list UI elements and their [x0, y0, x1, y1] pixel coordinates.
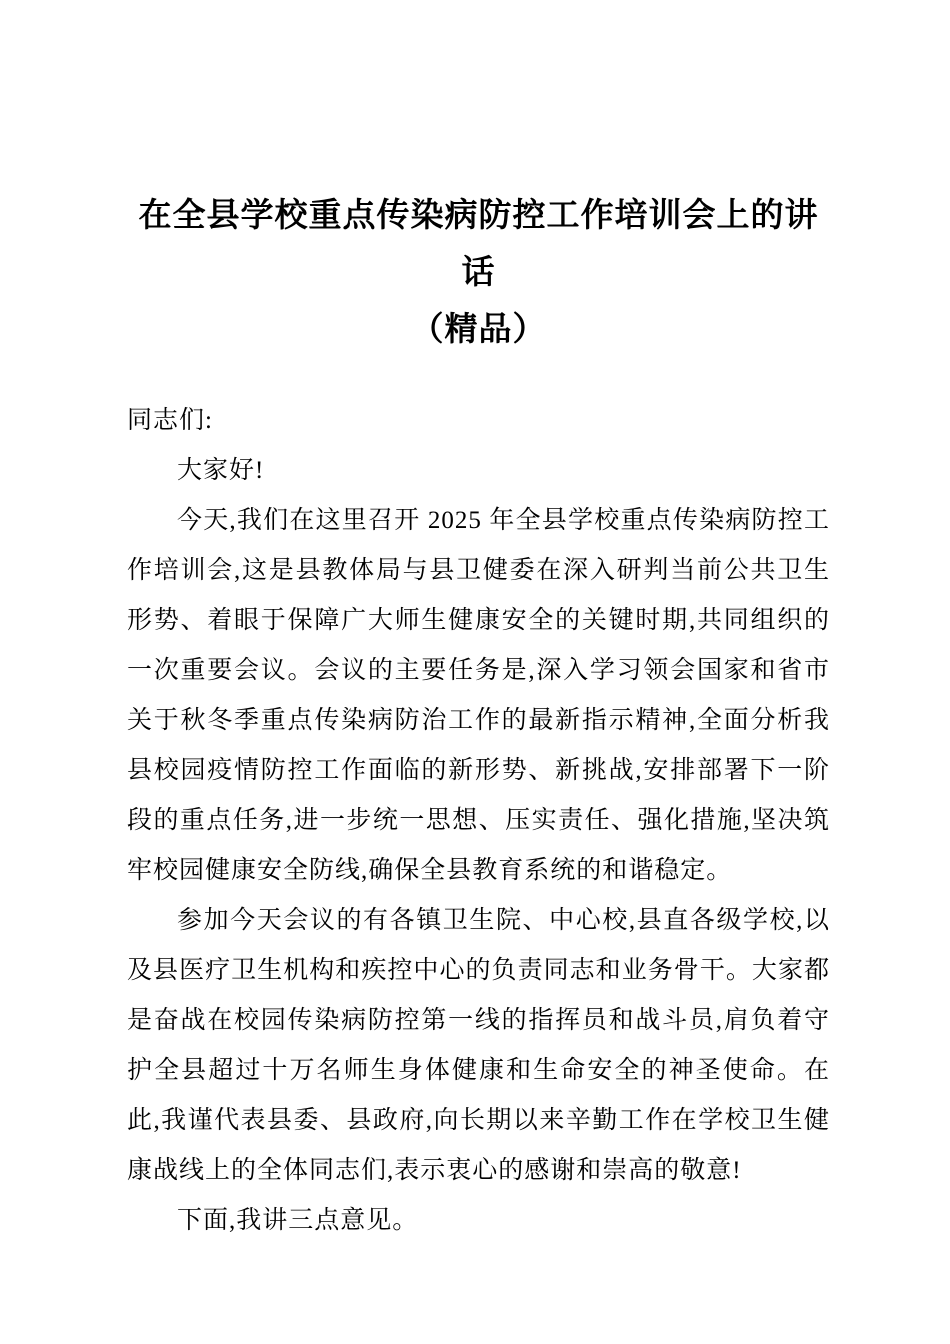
document-title-line1: 在全县学校重点传染病防控工作培训会上的讲话: [138, 198, 819, 291]
document-title-line2: （精品）: [410, 312, 547, 348]
document-title: [127, 188, 830, 359]
paragraph: 今天,我们在这里召开 2025 年全县学校重点传染病防控工作培训会,这是县教体局与县卫健委在深入研判当前公共卫生形势、着眼于保障广大师生健康安全的关键时期,共同组织的一次重要会议。会议的主要任务是,深入学习领会国家和省市关于秋冬季重点传染病防治工作的最新指示精神,全面分析我县校园疫情防控工作面临的新形势、新挑战,安排部署下一阶段的重点任务,进一步统一思想、压实责任、强化措施,坚决筑牢校园健康安全防线,确保全县教育系统的和谐稳定。: [127, 507, 830, 884]
paragraph: 大家好!: [177, 457, 265, 484]
document-body: [127, 396, 830, 1246]
paragraph: 参加今天会议的有各镇卫生院、中心校,县直各级学校,以及县医疗卫生机构和疾控中心的负责同志和业务骨干。大家都是奋战在校园传染病防控第一线的指挥员和战斗员,肩负着守护全县超过十万名师生身体健康和生命安全的神圣使命。在此,我谨代表县委、县政府,向长期以来辛勤工作在学校卫生健康战线上的全体同志们,表示衷心的感谢和崇高的敬意!: [127, 907, 830, 1184]
paragraph: 同志们:: [127, 407, 213, 434]
paragraph: 下面,我讲三点意见。: [177, 1207, 419, 1234]
